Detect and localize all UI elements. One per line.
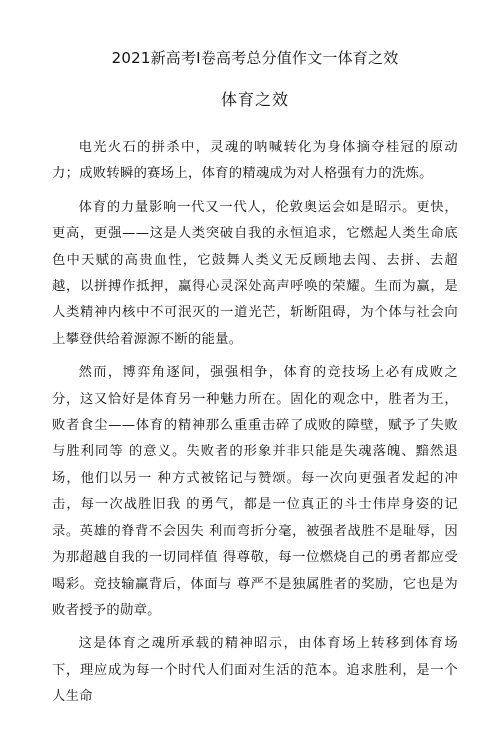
essay-title: 体育之效 (220, 90, 289, 109)
paragraph-2: 体育的力量影响一代又一代人，伦敦奥运会如是昭示。更快，更高，更强——这是人类突破自我的永恒追求，它燃起人类生命底色中天赋的高贵血性，它鼓舞人类义无反顾地去闯、去拼、去超越，以拼搏作抵押，赢得心灵深处高声呼唤的荣耀。生而为赢，是人类精神内核中不可泯灭的一道光芒，斩断阻碍，为个体与社会向上攀登供给着源源不断的能量。 (52, 199, 458, 347)
document-title: 2021新高考Ⅰ卷高考总分值作文一体育之效 (111, 49, 399, 67)
paragraph-4: 这是体育之魂所承载的精神昭示，由体育场上转移到体育场下，理应成为每一个时代人们面对生活的范本。追求胜利，是一个人生命 (52, 636, 458, 705)
essay-body (52, 135, 458, 711)
paragraph-1: 电光火石的拼杀中，灵魂的呐喊转化为身体摘夺桂冠的原动力；成败转瞬的赛场上，体育的精魂成为对人格强有力的洗炼。 (52, 140, 458, 182)
paragraph-3: 然而，博弈角逐间，强强相争，体育的竞技场上必有成败之分，这又恰好是体育另一种魅力所在。固化的观念中，胜者为王，败者食尘——体育的精神那么重重击碎了成败的障壁，赋予了失败与胜利同等 的意义。失败者的形象并非只能是失魂落魄、黯然退场，他们以另一 种方式被铭记与赞颂。每一次向更强者发起的冲击，每一次战胜旧我 的勇气，都是一位真正的斗士伟岸身姿的记录。英雄的脊背不会因失 利而弯折分毫，被强者战胜不是耻辱，因为那超越自我的一切同样值 得尊敬，每一位燃烧自己的勇者都应受喝彩。竞技输赢背后，体面与 尊严不是独属胜者的奖励，它也是为败者授予的勋章。 (52, 365, 458, 618)
